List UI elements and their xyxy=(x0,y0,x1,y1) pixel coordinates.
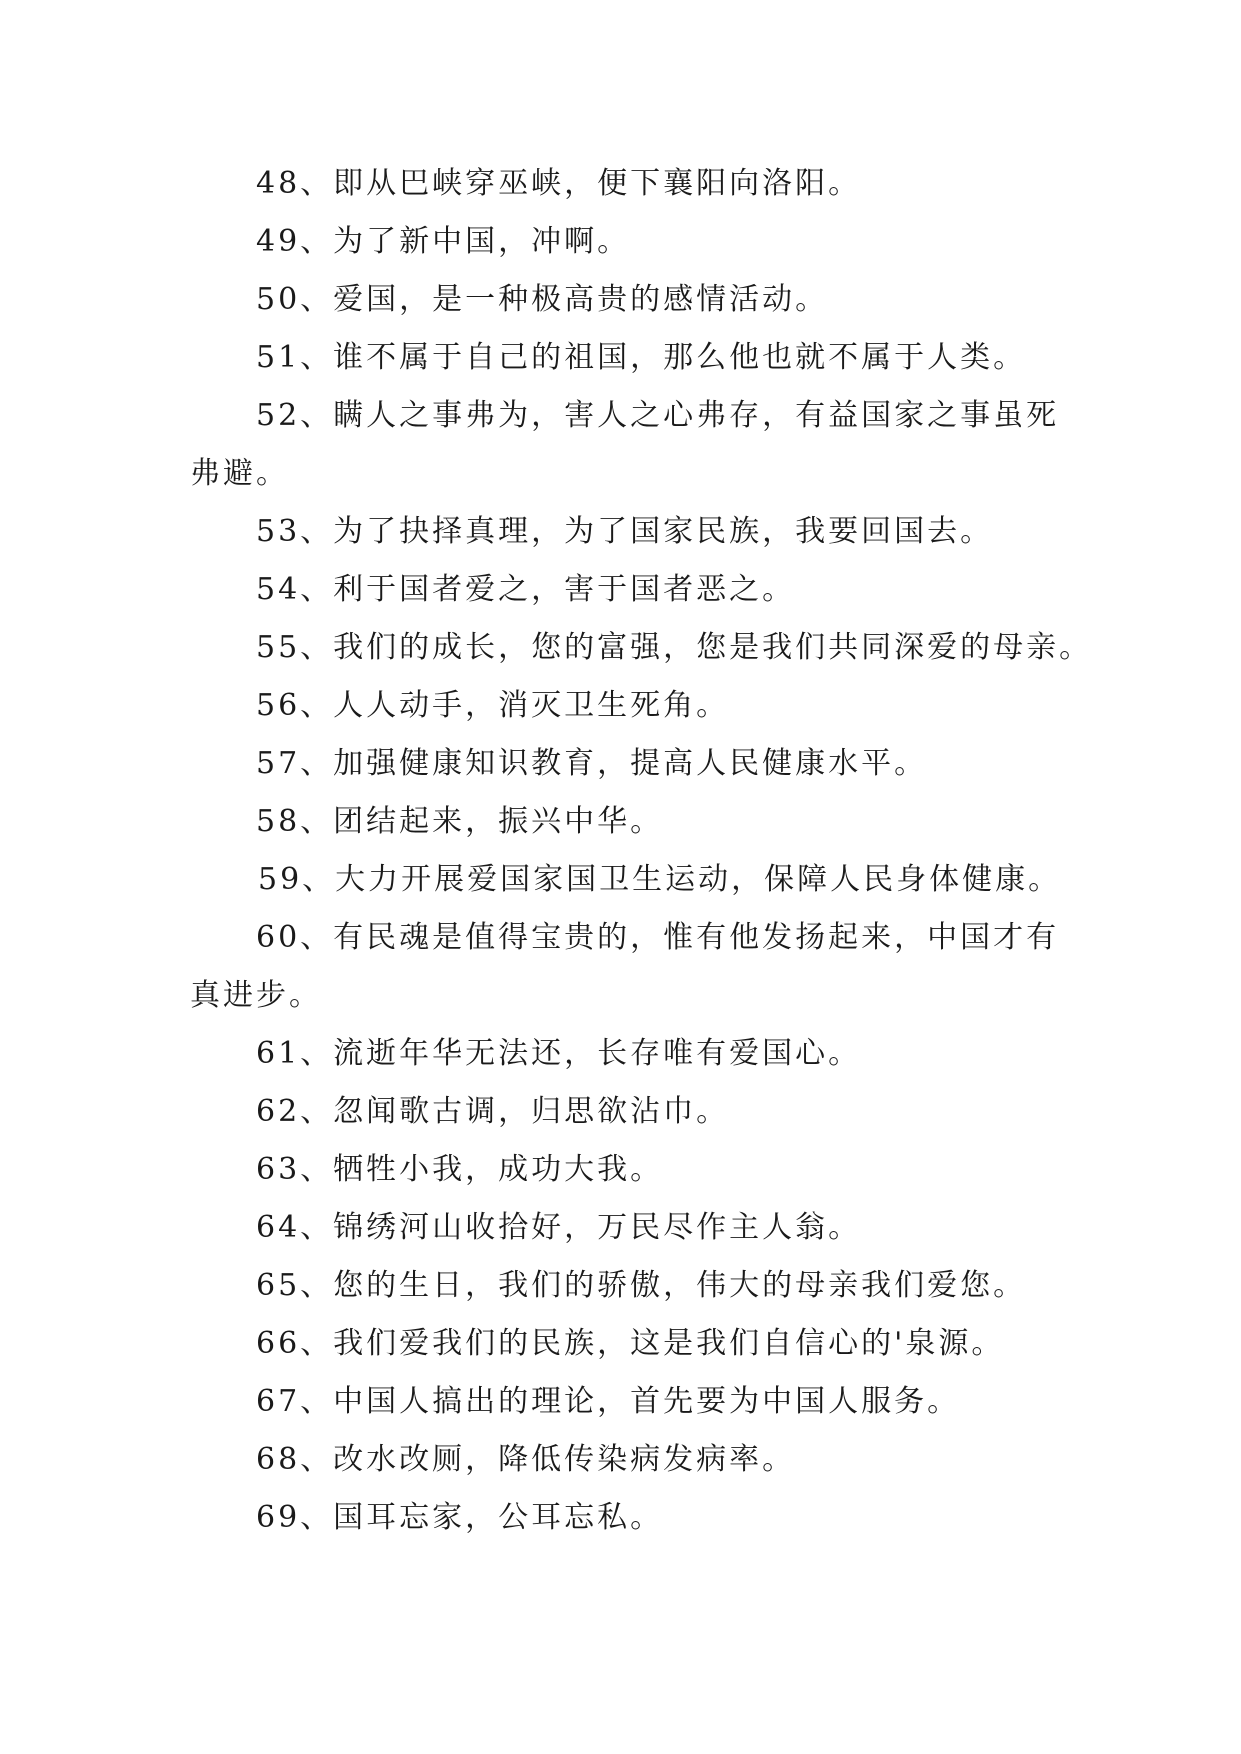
list-item-64: 64、锦绣河山收拾好，万民尽作主人翁。 xyxy=(256,1210,862,1245)
list-item-51: 51、谁不属于自己的祖国，那么他也就不属于人类。 xyxy=(256,340,1027,375)
list-item-65: 65、您的生日，我们的骄傲，伟大的母亲我们爱您。 xyxy=(256,1268,1027,1303)
list-item-49: 49、为了新中国，冲啊。 xyxy=(256,224,631,259)
list-item-63: 63、牺牲小我，成功大我。 xyxy=(256,1152,664,1187)
list-item-52-continued: 弗避。 xyxy=(190,456,289,491)
list-item-66: 66、我们爱我们的民族，这是我们自信心的'泉源。 xyxy=(256,1326,1005,1361)
list-item-68: 68、改水改厕，降低传染病发病率。 xyxy=(256,1442,796,1477)
list-item-56: 56、人人动手，消灭卫生死角。 xyxy=(256,688,730,723)
list-item-61: 61、流逝年华无法还，长存唯有爱国心。 xyxy=(256,1036,862,1071)
list-item-58: 58、团结起来，振兴中华。 xyxy=(256,804,664,839)
list-item-60-continued: 真进步。 xyxy=(190,978,322,1013)
list-item-53: 53、为了抉择真理，为了国家民族，我要回国去。 xyxy=(256,514,994,549)
list-item-50: 50、爱国，是一种极高贵的感情活动。 xyxy=(256,282,829,317)
list-item-55: 55、我们的成长，您的富强，您是我们共同深爱的母亲。 xyxy=(256,630,1093,665)
list-item-60: 60、有民魂是值得宝贵的，惟有他发扬起来，中国才有 xyxy=(256,920,1060,955)
list-item-59: 59、大力开展爱国家国卫生运动，保障人民身体健康。 xyxy=(258,862,1062,897)
list-item-62: 62、忽闻歌古调，归思欲沾巾。 xyxy=(256,1094,730,1129)
list-item-52: 52、瞒人之事弗为，害人之心弗存，有益国家之事虽死 xyxy=(256,398,1060,433)
list-item-67: 67、中国人搞出的理论，首先要为中国人服务。 xyxy=(256,1384,961,1419)
list-item-69: 69、国耳忘家，公耳忘私。 xyxy=(256,1500,664,1535)
list-item-54: 54、利于国者爱之，害于国者恶之。 xyxy=(256,572,796,607)
list-item-57: 57、加强健康知识教育，提高人民健康水平。 xyxy=(256,746,928,781)
document-body xyxy=(190,155,1093,1547)
list-item-48: 48、即从巴峡穿巫峡，便下襄阳向洛阳。 xyxy=(256,166,862,201)
